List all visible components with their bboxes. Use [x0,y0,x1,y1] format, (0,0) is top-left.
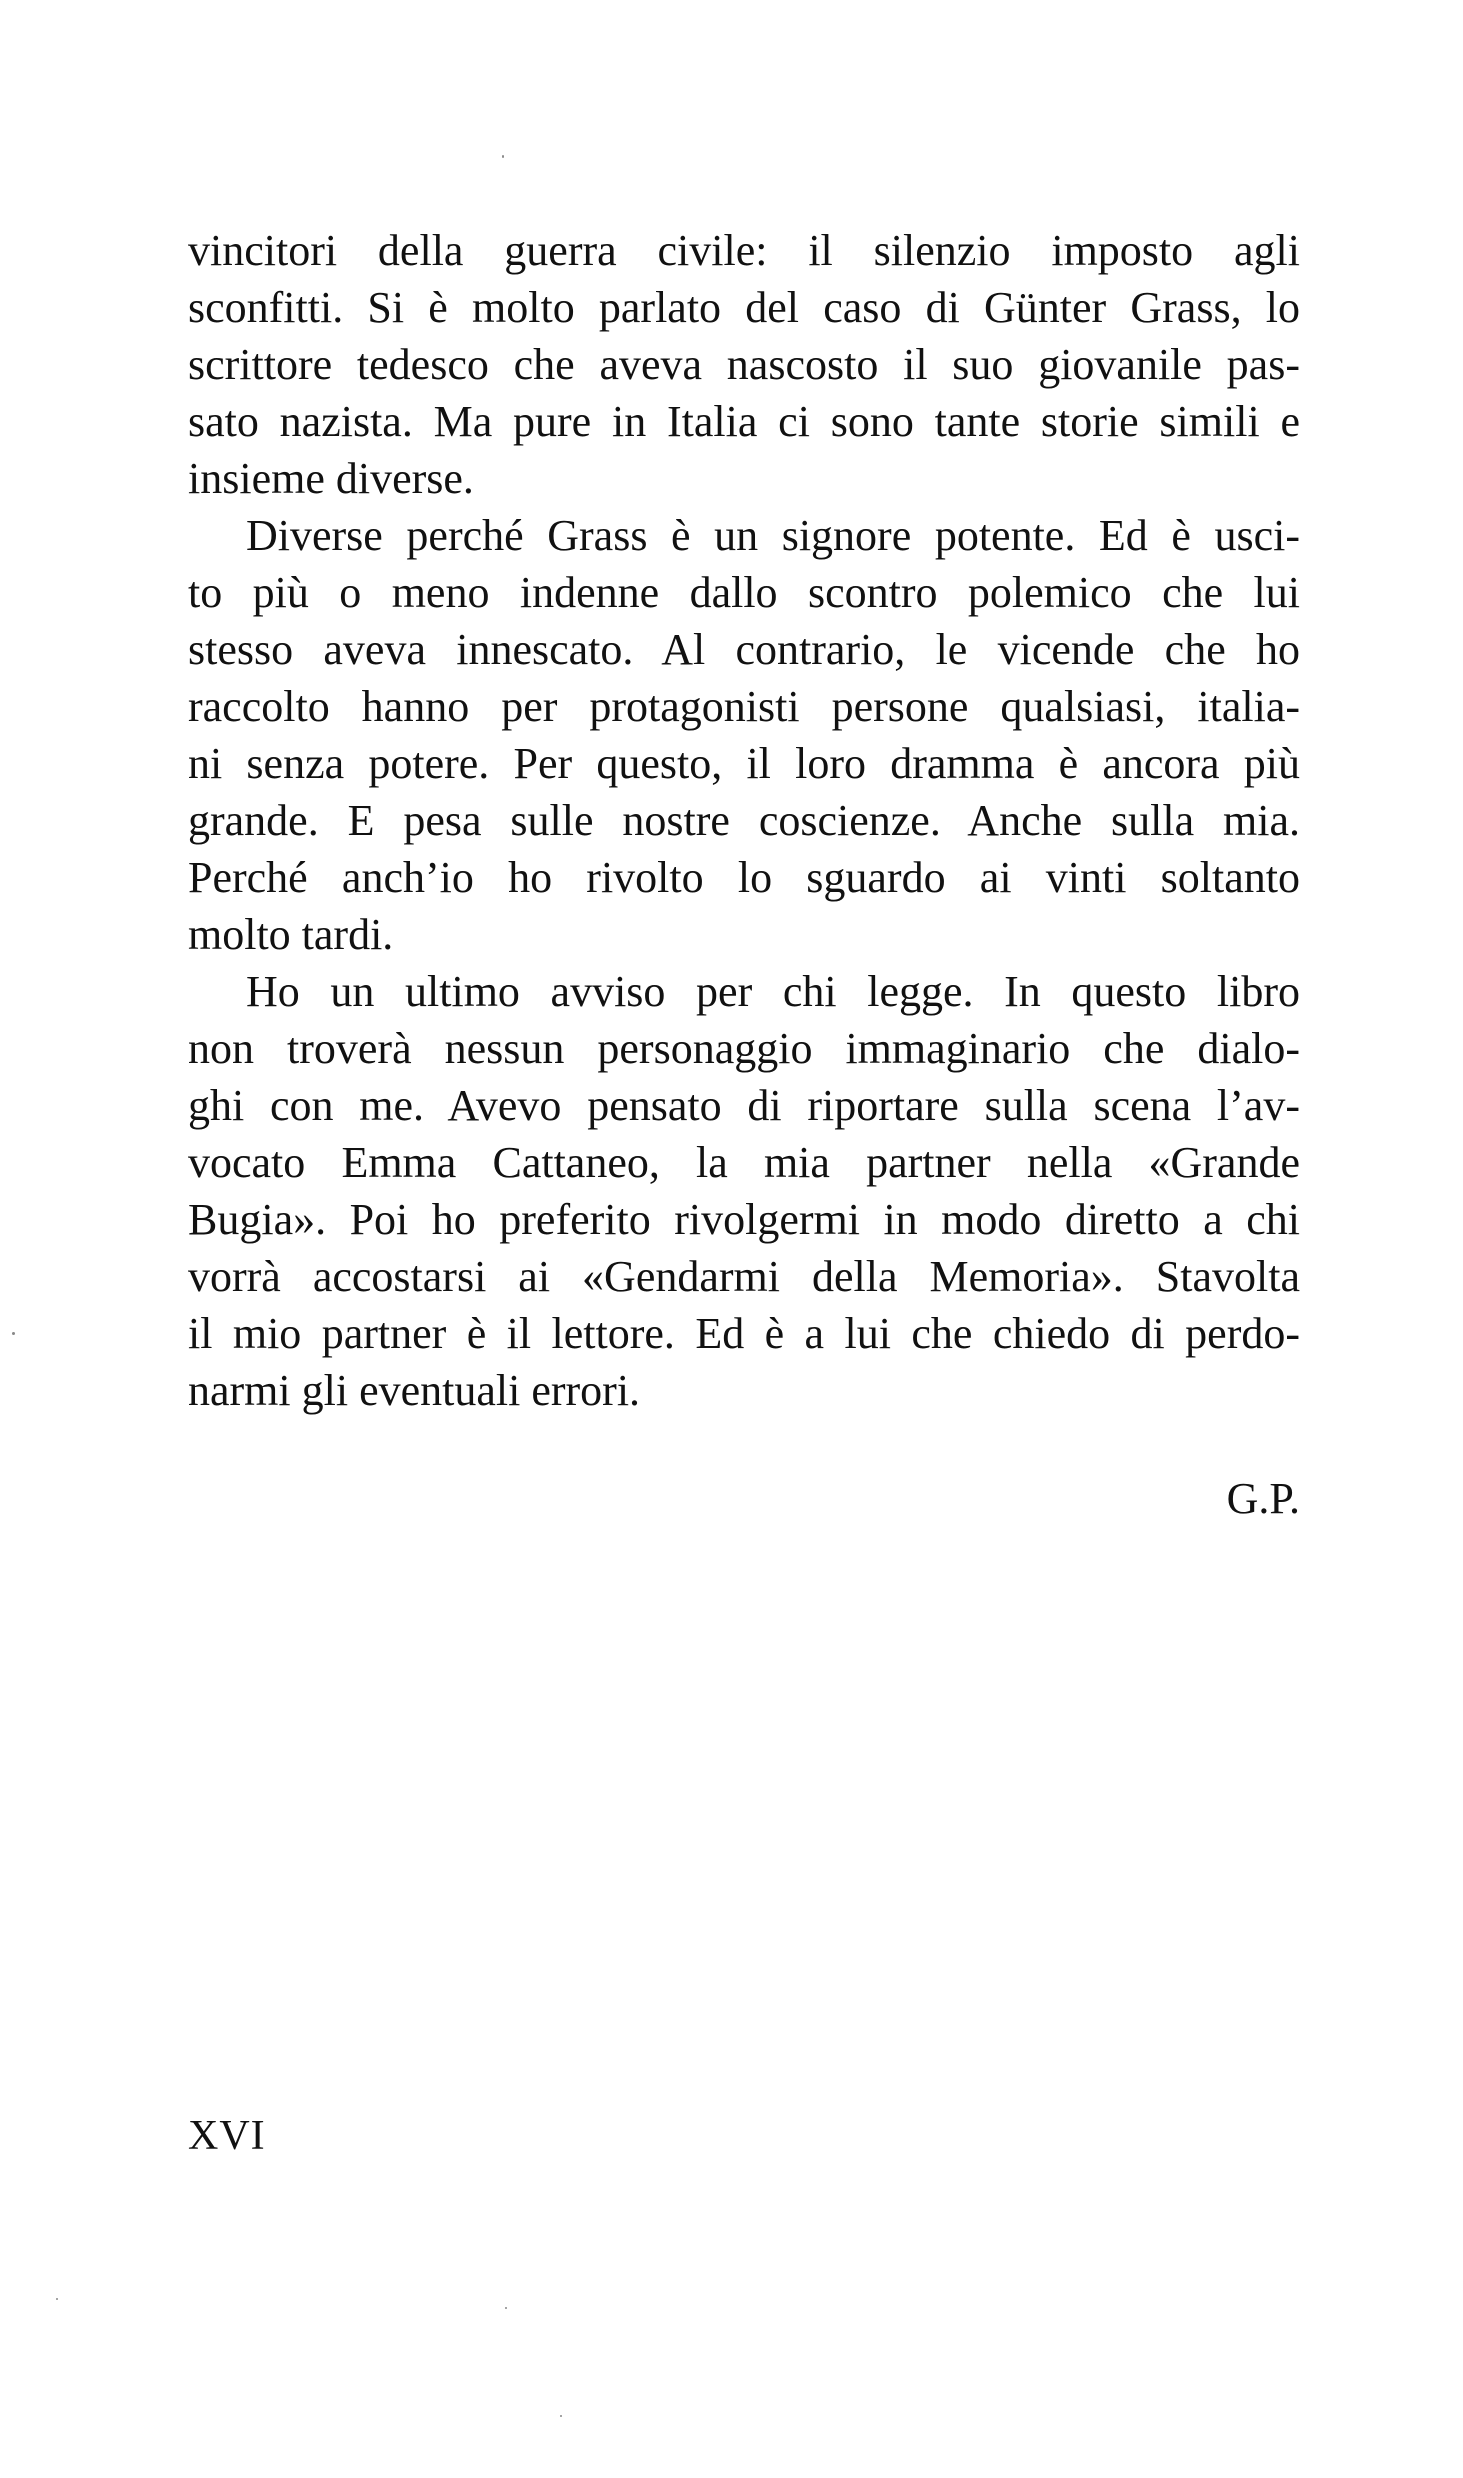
text-line: vorrà accostarsi ai «Gendarmi della Memoria». Stavolta [188,1252,1300,1301]
scan-speck [56,2298,58,2300]
text-line: ghi con me. Avevo pensato di riportare sulla scena l’av- [188,1081,1300,1130]
text-line: Bugia». Poi ho preferito rivolgermi in modo diretto a chi [188,1195,1300,1244]
body-text [188,222,1300,1419]
text-line: ni senza potere. Per questo, il loro dramma è ancora più [188,739,1300,788]
author-signature: G.P. [1226,1474,1300,1523]
scan-speck [505,2307,507,2309]
text-line: vocato Emma Cattaneo, la mia partner nella «Grande [188,1138,1300,1187]
text-line: Diverse perché Grass è un signore potente. Ed è usci- [246,511,1300,560]
text-line: Ho un ultimo avviso per chi legge. In questo libro [246,967,1300,1016]
text-line: il mio partner è il lettore. Ed è a lui che chiedo di perdo- [188,1309,1300,1358]
scan-speck [502,155,504,158]
text-line: sato nazista. Ma pure in Italia ci sono tante storie simili e [188,397,1300,446]
text-line: molto tardi. [188,910,394,959]
scan-speck [560,2415,562,2417]
text-line: sconfitti. Si è molto parlato del caso di Günter Grass, lo [188,283,1300,332]
text-line: raccolto hanno per protagonisti persone qualsiasi, italia- [188,682,1300,731]
text-line: non troverà nessun personaggio immaginario che dialo- [188,1024,1300,1073]
page-number: XVI [188,2113,266,2159]
text-line: to più o meno indenne dallo scontro polemico che lui [188,568,1300,617]
text-line: grande. E pesa sulle nostre coscienze. Anche sulla mia. [188,796,1300,845]
text-line: Perché anch’io ho rivolto lo sguardo ai vinti soltanto [188,853,1300,902]
text-line: scrittore tedesco che aveva nascosto il suo giovanile pas- [188,340,1300,389]
text-line: insieme diverse. [188,454,474,503]
scan-speck [12,1332,15,1335]
text-line: narmi gli eventuali errori. [188,1366,641,1415]
text-line: vincitori della guerra civile: il silenzio imposto agli [188,226,1300,275]
text-line: stesso aveva innescato. Al contrario, le vicende che ho [188,625,1300,674]
